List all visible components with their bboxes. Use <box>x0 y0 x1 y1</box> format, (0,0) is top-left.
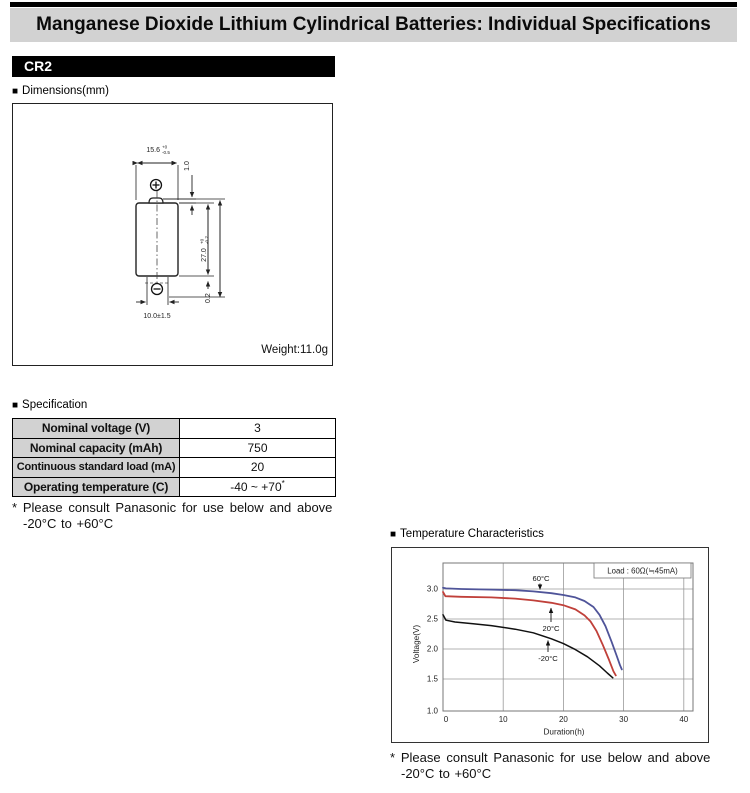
y-axis-title: Voltage(V) <box>412 624 421 664</box>
x-tick-labels <box>444 715 689 724</box>
dim-base-step-value: 0.2 <box>205 293 212 303</box>
section-temperature-label: Temperature Characteristics <box>400 528 544 540</box>
section-specification <box>12 399 87 411</box>
weight-label: Weight:11.0g <box>261 344 328 356</box>
battery-top-nub <box>149 198 163 203</box>
model-label: CR2 <box>24 58 53 74</box>
section-dimensions <box>12 85 109 97</box>
chart-footnote-line2: -20°C to +60°C <box>401 766 492 781</box>
load-annotation-label: Load : 60Ω(≒45mA) <box>607 566 678 576</box>
chart-footnote-line1: * Please consult Panasonic for use below and above <box>390 750 711 765</box>
chart-grid <box>443 563 693 711</box>
table-row <box>13 438 336 458</box>
section-specification-label: Specification <box>22 399 88 411</box>
svg-text:-20°C: -20°C <box>538 654 558 663</box>
section-bullet-icon: ■ <box>12 86 19 97</box>
y-tick: 2.5 <box>426 614 438 624</box>
header-title-bar <box>10 8 737 42</box>
spec-row-label: Operating temperature (C) <box>13 477 180 497</box>
y-tick: 1.5 <box>426 674 438 684</box>
dim-tip-height-value: 1.0 <box>184 161 191 171</box>
spec-row-label: Continuous standard load (mA) <box>13 458 180 478</box>
negative-terminal-icon <box>152 284 163 295</box>
section-bullet-icon: ■ <box>12 400 19 411</box>
chart-series <box>443 588 622 678</box>
footnote-mark: * <box>281 479 285 489</box>
plot-border <box>443 563 693 711</box>
dim-diameter-tol-plus: +0 <box>162 144 168 150</box>
temperature-chart <box>391 547 709 743</box>
positive-terminal-icon <box>151 180 162 191</box>
dim-body-height-tol-plus: +0 <box>199 238 205 244</box>
section-dimensions-label: Dimensions(mm) <box>22 85 109 97</box>
model-badge <box>12 56 335 77</box>
spec-row-value: -40 ~ +70* <box>180 477 336 497</box>
spec-row-value: 20 <box>180 458 336 478</box>
curve-label-minus20c <box>538 641 558 664</box>
x-tick: 30 <box>619 715 629 724</box>
chart-footnote <box>390 750 720 782</box>
section-bullet-icon: ■ <box>390 529 397 540</box>
spec-table <box>12 418 336 497</box>
dim-body-height-value: 27.0 <box>201 248 208 262</box>
spec-row-value: 3 <box>180 419 336 439</box>
page-title: Manganese Dioxide Lithium Cylindrical Batteries: Individual Specifications <box>36 14 711 35</box>
x-tick: 10 <box>498 715 508 724</box>
dim-diameter-tol-minus: -0.5 <box>162 150 170 155</box>
spec-row-label: Nominal capacity (mAh) <box>13 438 180 458</box>
svg-text:20°C: 20°C <box>542 624 560 633</box>
y-tick: 3.0 <box>426 584 438 594</box>
table-row <box>13 477 336 497</box>
section-temperature <box>390 528 544 540</box>
curve--20°C <box>443 615 613 678</box>
spec-footnote-line1: * Please consult Panasonic for use below and above <box>12 500 333 515</box>
x-tick: 40 <box>679 715 689 724</box>
dim-body-height-tol-minus: -0.7 <box>204 236 210 244</box>
x-tick: 20 <box>558 715 568 724</box>
y-tick: 1.0 <box>426 706 438 716</box>
curve-label-20c <box>543 608 560 633</box>
x-tick: 0 <box>443 715 449 724</box>
dim-diameter-value: 15.6 <box>146 147 160 154</box>
spec-row-label: Nominal voltage (V) <box>13 419 180 439</box>
y-tick: 2.0 <box>426 644 438 654</box>
curve-label-60c <box>533 574 550 590</box>
dim-base-step <box>205 282 212 304</box>
spec-footnote-line2: -20°C to +60°C <box>23 516 114 531</box>
spec-footnote <box>12 500 342 532</box>
dim-terminal-diameter-value: 10.0±1.5 <box>143 313 171 320</box>
dim-body-height <box>179 203 214 276</box>
x-axis-title: Duration(h) <box>543 727 585 737</box>
dimension-figure <box>12 103 333 366</box>
spec-row-value: 750 <box>180 438 336 458</box>
header-top-strip <box>10 2 737 7</box>
svg-text:60°C: 60°C <box>532 574 550 583</box>
temperature-chart-figure <box>392 548 710 744</box>
table-row <box>13 419 336 439</box>
y-tick-labels <box>427 585 439 716</box>
table-row <box>13 458 336 478</box>
